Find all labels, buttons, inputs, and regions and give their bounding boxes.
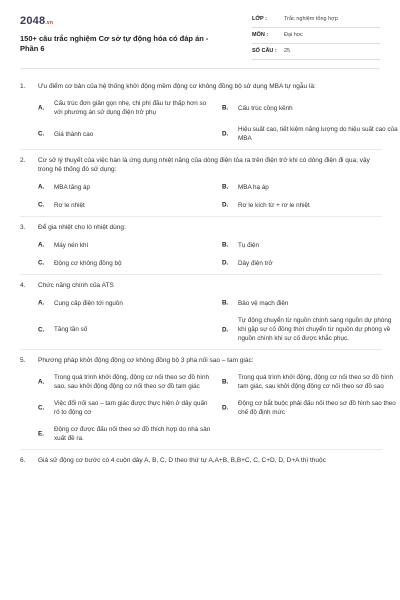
question-text: Giả sử động cơ bước có 4 cuộn dây A, B, C, D theo thứ tự A,A+B, B,B+C, C, C+D, D, D+A thì thuộc: [38, 457, 326, 464]
answer-option-a[interactable]: [38, 373, 214, 391]
answer-option-d[interactable]: [222, 200, 398, 210]
option-letter: C.: [38, 201, 45, 209]
meta-value: Đại học: [284, 32, 303, 38]
question-number: 3.: [20, 224, 26, 231]
question-list: [20, 76, 398, 479]
option-text: Động cơ được đấu nối theo sơ đồ thích hợp do nhà sản xuất đề ra.: [54, 426, 211, 442]
question-text: Để gia nhiệt cho lò nhiệt dùng:: [38, 224, 126, 231]
option-text: Cấu trúc đơn giản gọn nhẹ, chi phí đầu tư thấp hơn so với phương án sử dụng điện trở phụ: [54, 100, 207, 116]
option-text: Động cơ không đồng bộ: [54, 259, 122, 267]
option-letter: C.: [38, 326, 45, 333]
question-4: [20, 275, 392, 350]
question-number: 2.: [20, 157, 26, 164]
option-text: MBA hạ áp: [238, 183, 269, 191]
option-text: Rơ le kích từ + rơ le nhiệt: [238, 201, 310, 209]
answer-option-a[interactable]: [38, 240, 214, 250]
meta-label: LỚP :: [252, 16, 267, 22]
question-6: [20, 450, 382, 479]
option-letter: A.: [38, 378, 45, 386]
option-text: Cấu trúc cồng kềnh: [238, 104, 293, 112]
option-text: Việc đổi nối sao – tam giác được thực hiện ở dây quấn rô to động cơ: [54, 400, 208, 416]
option-letter: D.: [222, 259, 229, 267]
option-text: Tăng tần số: [54, 326, 88, 333]
question-stem: [20, 223, 382, 232]
answer-option-b[interactable]: [222, 373, 398, 391]
option-letter: C.: [38, 404, 45, 412]
question-number: 4.: [20, 282, 26, 289]
answer-option-c[interactable]: [38, 200, 214, 210]
answer-option-c[interactable]: [38, 258, 214, 268]
option-text: Dây điện trở: [238, 259, 273, 267]
option-letter: B.: [222, 183, 229, 191]
question-stem: [20, 82, 382, 91]
meta-value: 25: [284, 48, 291, 54]
answer-options: [20, 182, 382, 210]
option-letter: A.: [38, 299, 45, 307]
option-letter: A.: [38, 241, 45, 249]
option-text: Tụ điện: [238, 241, 260, 249]
question-text: Phương pháp khởi động động cơ không đồng bộ 3 pha nối sao – tam giác:: [38, 357, 254, 364]
question-stem: [20, 456, 382, 465]
question-1: [20, 76, 398, 150]
question-3: [20, 217, 382, 275]
site-logo[interactable]: [20, 15, 53, 27]
header-divider: [20, 68, 380, 69]
question-number: 5.: [20, 357, 26, 364]
question-stem: [20, 156, 382, 174]
document-title: 150+ câu trắc nghiệm Cơ sở tự động hóa có đáp án - Phần 6: [20, 34, 209, 53]
answer-option-c[interactable]: [38, 316, 214, 343]
answer-options: [20, 99, 398, 143]
option-letter: B.: [222, 241, 229, 249]
logo-suffix: .vn: [45, 20, 54, 26]
question-text: Cơ sở lý thuyết của việc hàn là ứng dụng nhiệt năng của dòng điện tỏa ra trên điện trở khi có dòng điện đi qua, vậy trong hệ thống đó sử dụng:: [38, 157, 370, 173]
option-letter: C.: [38, 259, 45, 267]
option-text: Máy nén khí: [54, 241, 89, 249]
option-letter: A.: [38, 104, 45, 112]
meta-value: Trắc nghiệm tổng hợp: [284, 16, 338, 22]
question-stem: [20, 356, 382, 365]
answer-option-d[interactable]: [222, 258, 398, 268]
option-text: Rơ le nhiệt: [54, 201, 85, 209]
option-text: MBA tăng áp: [54, 183, 91, 191]
option-letter: E.: [38, 430, 44, 438]
answer-option-d[interactable]: [222, 125, 398, 143]
option-letter: A.: [38, 183, 45, 191]
question-stem: [20, 281, 382, 290]
question-text: Ưu điểm cơ bản của hệ thống khởi động mềm động cơ không đồng bộ sử dụng MBA tự ngẫu là:: [38, 83, 316, 90]
answer-option-c[interactable]: [38, 399, 214, 417]
option-text: Cung cấp điện tới nguồn: [54, 299, 123, 307]
option-letter: C.: [38, 130, 45, 138]
option-letter: D.: [222, 326, 229, 333]
answer-option-b[interactable]: [222, 298, 398, 308]
question-text: Chức năng chính của ATS: [38, 282, 114, 289]
answer-option-b[interactable]: [222, 99, 398, 117]
answer-options: [20, 373, 396, 443]
option-letter: D.: [222, 130, 229, 138]
document-meta: [252, 14, 380, 62]
option-text: Trong quá trình khởi động, động cơ nối theo sơ đồ hình sao, sau khởi động động cơ nối theo sơ đồ tam giác: [54, 374, 209, 390]
option-letter: D.: [222, 404, 229, 412]
question-5: [20, 350, 396, 450]
meta-label: SỐ CÂU :: [252, 48, 277, 54]
answer-option-e[interactable]: [38, 425, 214, 443]
answer-option-a[interactable]: [38, 298, 214, 308]
option-text: Giá thành cao: [54, 130, 94, 138]
option-text: Hiệu suất cao, tiết kiệm năng lượng do hiệu suất cao của MBA: [238, 126, 398, 142]
question-number: 1.: [20, 83, 26, 90]
option-letter: B.: [222, 378, 229, 386]
option-text: Động cơ bắt buộc phải đấu nối theo sơ đồ hình sao theo chế độ định mức: [238, 400, 396, 416]
option-letter: B.: [222, 299, 229, 307]
answer-option-b[interactable]: [222, 182, 398, 192]
answer-option-b[interactable]: [222, 240, 398, 250]
meta-row-subject: [252, 30, 380, 44]
option-text: Trong quá trình khởi động, động cơ nối theo sơ đồ hình tam giác, sau khởi động động cơ nối theo sơ đồ sao: [238, 374, 393, 390]
option-text: Tự động chuyển từ nguồn chính sang nguồn dự phòng khi gặp sự cố đồng thời chuyển từ nguồn dự phòng về nguồn chính khi sự cố được khắc phục.: [238, 317, 392, 342]
option-letter: B.: [222, 104, 229, 112]
question-number: 6.: [20, 457, 26, 464]
option-text: Bảo vệ mạch điện: [238, 299, 289, 307]
answer-option-c[interactable]: [38, 125, 214, 143]
meta-row-class: [252, 14, 380, 28]
answer-options: [20, 298, 392, 343]
option-letter: D.: [222, 201, 229, 209]
answer-option-d[interactable]: [222, 399, 398, 417]
logo-text: 2048: [20, 15, 46, 27]
page-header: [0, 0, 400, 62]
answer-option-a[interactable]: [38, 182, 214, 192]
answer-options: [20, 240, 382, 268]
question-2: [20, 150, 382, 217]
meta-label: MÔN :: [252, 32, 269, 38]
answer-option-a[interactable]: [38, 99, 214, 117]
meta-row-count: [252, 46, 380, 60]
answer-option-d[interactable]: [222, 316, 398, 343]
